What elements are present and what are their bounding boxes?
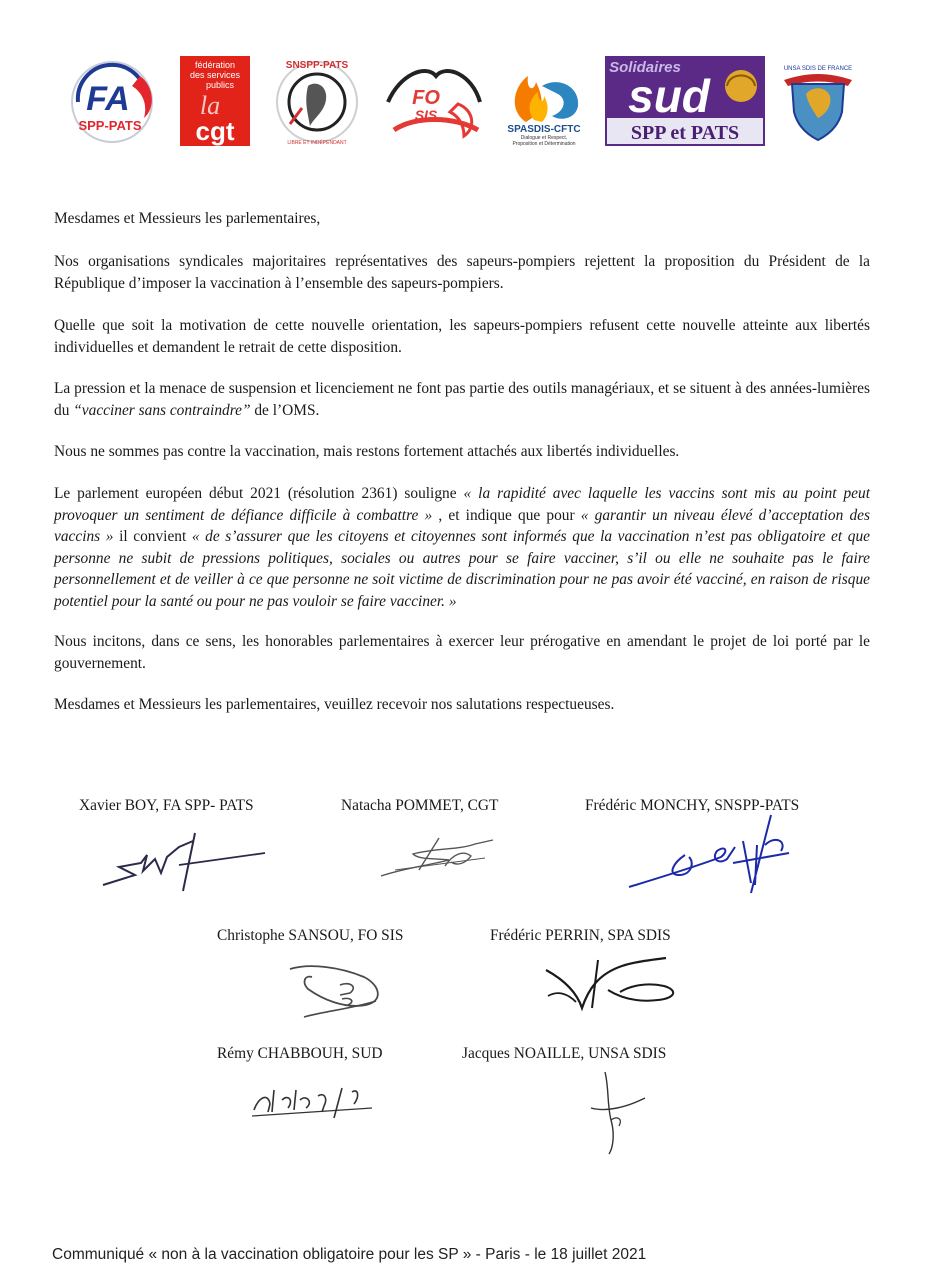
letter-paragraph-3 bbox=[54, 378, 870, 421]
paragraph-3-part-b: de l’OMS. bbox=[250, 401, 320, 419]
fo-sis-logo bbox=[380, 56, 488, 148]
fa-logo-subtext: SPP-PATS bbox=[78, 118, 142, 133]
letter-closing bbox=[54, 694, 870, 716]
fa-spp-pats-logo bbox=[68, 56, 160, 148]
sud-spp-pats-logo bbox=[605, 56, 765, 146]
spasdis-logo-sub1: Dialogue et Respect, bbox=[520, 135, 568, 141]
paragraph-4-text: Nous ne sommes pas contre la vaccination, mais restons fortement attachés aux libertés individuelles. bbox=[54, 443, 680, 460]
paragraph-5-text bbox=[54, 483, 870, 612]
signature-boy bbox=[95, 825, 275, 895]
letter-salutation bbox=[54, 208, 870, 230]
letter-paragraph-6 bbox=[54, 631, 870, 674]
fo-logo-subtext: SIS bbox=[414, 107, 438, 123]
closing-text: Mesdames et Messieurs les parlementaires, veuillez recevoir nos salutations respectueuses. bbox=[54, 696, 615, 713]
signature-perrin bbox=[538, 950, 688, 1020]
spasdis-cftc-logo bbox=[498, 56, 590, 148]
paragraph-5-quote-1: « la rapidité avec laquelle les vaccins sont mis au point peut provoquer un sentiment de défiance difficile à combattre » bbox=[54, 485, 870, 524]
logo-bar bbox=[0, 48, 926, 152]
paragraph-3-quote: “vacciner sans contraindre” bbox=[73, 401, 251, 419]
paragraph-5-quote-3: « de s’assurer que les citoyens et citoyennes sont informés que la vaccination n’est pas obligatoire et que personne ne subit de pressions politiques, sociales ou autres pour se faire vacciner, s’il ou elle ne souhaite pas le faire personnellement et de veiller à ce que personne ne soit victime de discrimination pour ne pas avoir été vacciné, en raison de risque potentiel pour la santé ou pour ne pas vouloir se faire vacciner. » bbox=[54, 528, 870, 610]
spasdis-logo-text: SPASDIS-CFTC bbox=[507, 124, 581, 135]
signature-noaille bbox=[585, 1068, 655, 1158]
paragraph-3-text bbox=[54, 378, 870, 421]
paragraph-2-text: Quelle que soit la motivation de cette nouvelle orientation, les sapeurs-pompiers refusent cette nouvelle atteinte aux libertés individuelles et demandent le retrait de cette disposition. bbox=[54, 317, 870, 356]
paragraph-5-quote-2: « garantir un niveau élevé d’acceptation des vaccins » bbox=[54, 506, 870, 545]
signatory-name-monchy: Frédéric MONCHY, SNSPP-PATS bbox=[585, 797, 800, 814]
sud-logo-main: sud bbox=[628, 70, 710, 122]
signatory-name-noaille: Jacques NOAILLE, UNSA SDIS bbox=[462, 1045, 667, 1062]
letter-paragraph-1 bbox=[54, 251, 870, 294]
cgt-logo-la: la bbox=[199, 91, 221, 120]
paragraph-1-text: Nos organisations syndicales majoritaires représentatives des sapeurs-pompiers rejettent la proposition du Président de la République d’imposer la vaccination à l’ensemble des sapeurs-pompiers. bbox=[54, 253, 870, 292]
cgt-logo-cgt: cgt bbox=[195, 116, 235, 146]
unsa-sdis-logo bbox=[778, 56, 858, 146]
signatory-name-chabbouh: Rémy CHABBOUH, SUD bbox=[217, 1045, 383, 1062]
fo-logo-text: FO bbox=[412, 87, 440, 109]
cgt-logo-line2: des services bbox=[189, 70, 241, 80]
snspp-pats-logo bbox=[270, 56, 364, 148]
signature-chabbouh bbox=[248, 1078, 388, 1133]
sud-logo-bottom: SPP et PATS bbox=[630, 122, 740, 144]
signatory-name-perrin: Frédéric PERRIN, SPA SDIS bbox=[490, 927, 671, 944]
snspp-logo-text: SNSPP-PATS bbox=[285, 60, 349, 71]
letter-paragraph-4 bbox=[54, 441, 870, 463]
paragraph-5-part-a: Le parlement européen début 2021 (résolution 2361) souligne bbox=[54, 485, 464, 502]
paragraph-6-text: Nous incitons, dans ce sens, les honorables parlementaires à exercer leur prérogative en amendant le projet de loi porté par le gouvernement. bbox=[54, 633, 870, 672]
cgt-logo-line3: publics bbox=[205, 80, 235, 90]
paragraph-5-part-c: il convient bbox=[113, 528, 192, 545]
paragraph-5-part-b: , et indique que pour bbox=[432, 506, 581, 524]
unsa-logo-text: UNSA SDIS DE FRANCE bbox=[783, 66, 853, 72]
paragraph-3-part-a: La pression et la menace de suspension et licenciement ne font pas partie des outils managériaux, et se situent à des années-lumières du bbox=[54, 380, 870, 419]
sud-logo-top: Solidaires bbox=[609, 59, 681, 76]
letter-paragraph-5 bbox=[54, 483, 870, 612]
footer-caption: Communiqué « non à la vaccination obligatoire pour les SP » - Paris - le 18 juillet 2021 bbox=[52, 1246, 647, 1263]
letter-paragraph-2 bbox=[54, 315, 870, 358]
fa-logo-text: FA bbox=[86, 80, 130, 118]
signature-sansou bbox=[280, 955, 400, 1025]
signature-monchy bbox=[625, 805, 795, 900]
signature-pommet bbox=[375, 830, 505, 885]
signatory-name-sansou: Christophe SANSOU, FO SIS bbox=[217, 927, 404, 944]
snspp-logo-subtext: LIBRE ET INDÉPENDANT bbox=[287, 140, 347, 146]
cgt-logo-line1: fédération bbox=[194, 60, 236, 70]
signatory-name-boy: Xavier BOY, FA SPP- PATS bbox=[79, 797, 254, 814]
cgt-logo bbox=[180, 56, 250, 146]
spasdis-logo-sub2: Proposition et Détermination bbox=[512, 141, 576, 147]
signatory-name-pommet: Natacha POMMET, CGT bbox=[341, 797, 499, 814]
salutation-text: Mesdames et Messieurs les parlementaires, bbox=[54, 210, 321, 227]
